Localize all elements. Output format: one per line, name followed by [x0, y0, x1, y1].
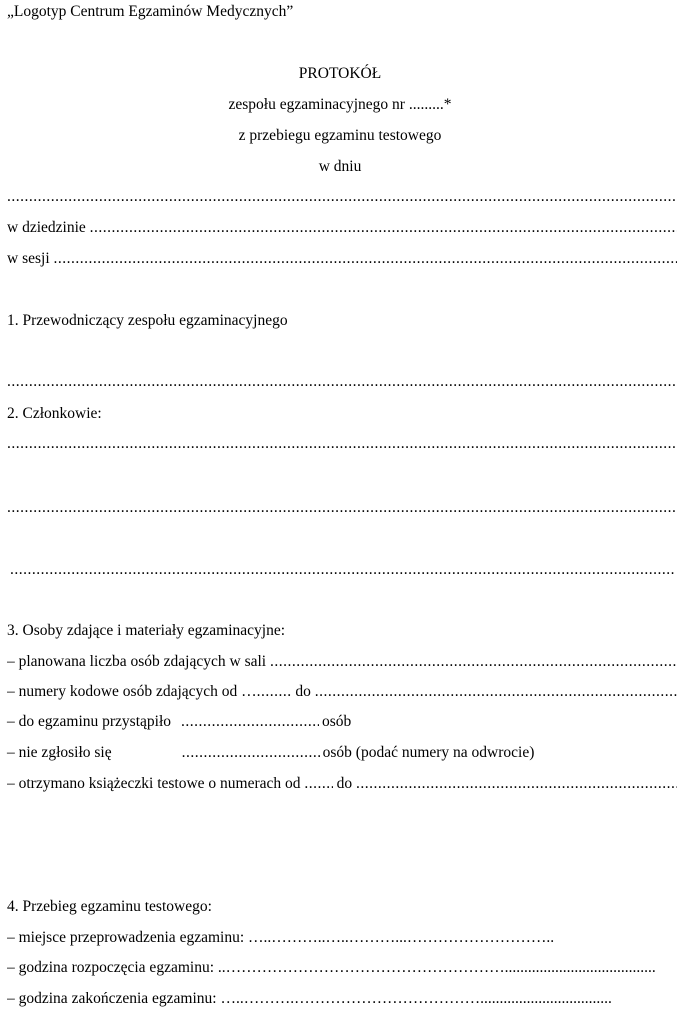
codes-from-dots: [257, 684, 292, 700]
start-label: – godzina rozpoczęcia egzaminu:: [7, 960, 214, 976]
booklets-from-dots: [304, 776, 332, 792]
place-field[interactable]: [7, 930, 669, 946]
codes-label: – numery kodowe osób zdających od: [7, 684, 238, 700]
absent-unit: osób (podać numery na odwrocie): [322, 744, 535, 761]
booklets-to-label: do: [336, 776, 353, 792]
logo-placeholder: „Logotyp Centrum Egzaminów Medycznych”: [7, 3, 294, 20]
attended-field[interactable]: [7, 714, 351, 730]
codes-range-field[interactable]: [7, 684, 677, 700]
end-fill: …..……….………………………………..................................: [220, 991, 612, 1007]
end-label: – godzina zakończenia egzaminu:: [7, 991, 217, 1007]
field-dziedzina[interactable]: [7, 220, 677, 236]
booklets-field[interactable]: [7, 776, 677, 792]
member-field-2[interactable]: [7, 500, 677, 516]
member-2-fill-dots: [7, 500, 677, 516]
place-label: – miejsce przeprowadzenia egzaminu:: [7, 930, 245, 946]
planned-label: – planowana liczba osób zdających w sali: [7, 654, 267, 670]
booklets-label: – otrzymano książeczki testowe o numerach od: [7, 776, 301, 792]
section-4-heading: 4. Przebieg egzaminu testowego:: [7, 898, 212, 915]
end-time-field[interactable]: [7, 991, 671, 1007]
date-field[interactable]: [7, 189, 677, 205]
sesja-fill-dots: [54, 251, 678, 267]
field-sesja[interactable]: [7, 251, 677, 267]
member-1-fill-dots: [7, 436, 677, 452]
attended-label: – do egzaminu przystąpiło: [7, 713, 171, 730]
planned-count-field[interactable]: [7, 654, 677, 670]
booklets-to-dots: [356, 776, 677, 792]
chair-fill-dots: [7, 374, 677, 390]
start-time-field[interactable]: [7, 960, 673, 976]
chair-field[interactable]: [7, 374, 677, 390]
section-2-heading: 2. Członkowie:: [7, 405, 102, 422]
start-fill: ..……………………………………………….......................................: [217, 960, 656, 976]
codes-lead: …: [241, 684, 257, 700]
attended-unit: osób: [322, 713, 352, 730]
dziedzina-label: w dziedzinie: [7, 220, 86, 236]
sesja-label: w sesji: [7, 251, 50, 267]
section-3-heading: 3. Osoby zdające i materiały egzaminacyjne:: [7, 622, 286, 639]
absent-label: – nie zgłosiło się: [7, 744, 112, 761]
absent-dots: [182, 745, 320, 761]
date-fill-dots: [7, 189, 677, 205]
planned-fill-dots: [270, 654, 677, 670]
absent-field[interactable]: [7, 745, 534, 761]
place-fill: …..………..…..………...………………………..: [248, 930, 555, 946]
member-field-3[interactable]: [10, 562, 676, 578]
attended-dots: [181, 714, 319, 730]
dziedzina-fill-dots: [90, 220, 677, 236]
codes-to-label: do: [295, 684, 311, 700]
codes-to-dots: [315, 684, 677, 700]
member-3-fill-dots: [10, 562, 676, 578]
document-title: PROTOKÓŁ: [298, 65, 382, 82]
title-team-number: zespołu egzaminacyjnego nr .........*: [228, 96, 452, 113]
section-1-heading: 1. Przewodniczący zespołu egzaminacyjnego: [7, 312, 288, 329]
member-field-1[interactable]: [7, 436, 677, 452]
title-date-label: w dniu: [318, 158, 362, 175]
title-exam-type: z przebiegu egzaminu testowego: [238, 127, 442, 144]
